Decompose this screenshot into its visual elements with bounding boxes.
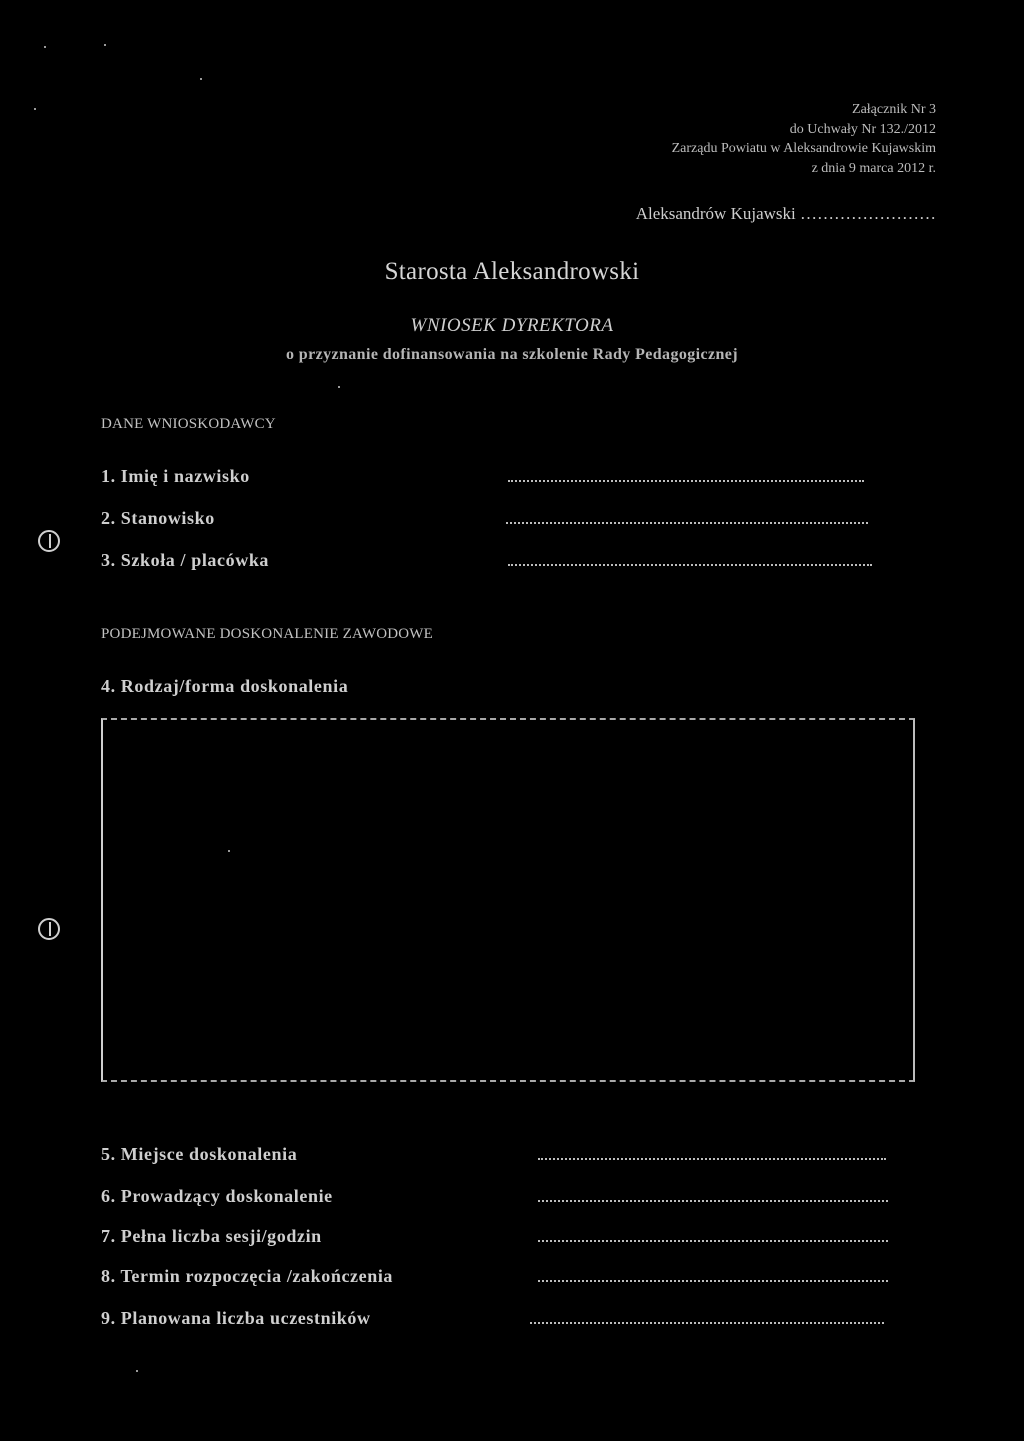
field-label-participants: 9. Planowana liczba uczestników [101,1308,371,1328]
field-sessions-line[interactable] [538,1240,888,1242]
scan-speck [44,46,46,48]
header-line: do Uchwały Nr 132./2012 [789,121,936,137]
header-line: Zarządu Powiatu w Aleksandrowie Kujawskim [671,141,936,156]
field-position-line[interactable] [506,522,868,524]
field-label-trainer: 6. Prowadzący doskonalenie [101,1186,333,1206]
field-label-position: 2. Stanowisko [101,508,215,528]
training-type-textbox[interactable] [101,718,915,1082]
scan-speck [104,44,106,46]
field-label-training-type: 4. Rodzaj/forma doskonalenia [101,676,349,696]
scan-speck [200,78,202,80]
field-name-line[interactable] [508,480,864,482]
header-line: z dnia 9 marca 2012 r. [811,160,936,176]
field-dates-line[interactable] [538,1280,888,1282]
field-label-school: 3. Szkoła / placówka [101,550,270,570]
field-trainer-line[interactable] [538,1200,888,1202]
header-line: Załącznik Nr 3 [852,102,936,117]
field-participants-line[interactable] [530,1322,884,1324]
document-title: WNIOSEK DYREKTORA [410,315,614,336]
punch-hole-icon [38,530,60,552]
document-subtitle: o przyznanie dofinansowania na szkolenie Rady Pedagogicznej [285,346,739,363]
section-title-applicant: DANE WNIOSKODAWCY [101,416,276,432]
field-label-name: 1. Imię i nazwisko [101,466,250,486]
field-label-sessions: 7. Pełna liczba sesji/godzin [101,1226,322,1246]
scan-speck [34,108,36,110]
field-label-dates: 8. Termin rozpoczęcia /zakończenia [101,1266,394,1286]
scan-speck [338,386,340,388]
attachment-header [672,100,936,178]
addressee: Starosta Aleksandrowski [384,258,640,285]
section-title-training: PODEJMOWANE DOSKONALENIE ZAWODOWE [101,626,434,642]
field-location-line[interactable] [538,1158,886,1160]
field-school-line[interactable] [508,564,872,566]
punch-hole-icon [38,918,60,940]
scan-speck [136,1370,138,1372]
place-date: Aleksandrów Kujawski …………………… [635,204,936,223]
field-label-location: 5. Miejsce doskonalenia [101,1144,298,1164]
